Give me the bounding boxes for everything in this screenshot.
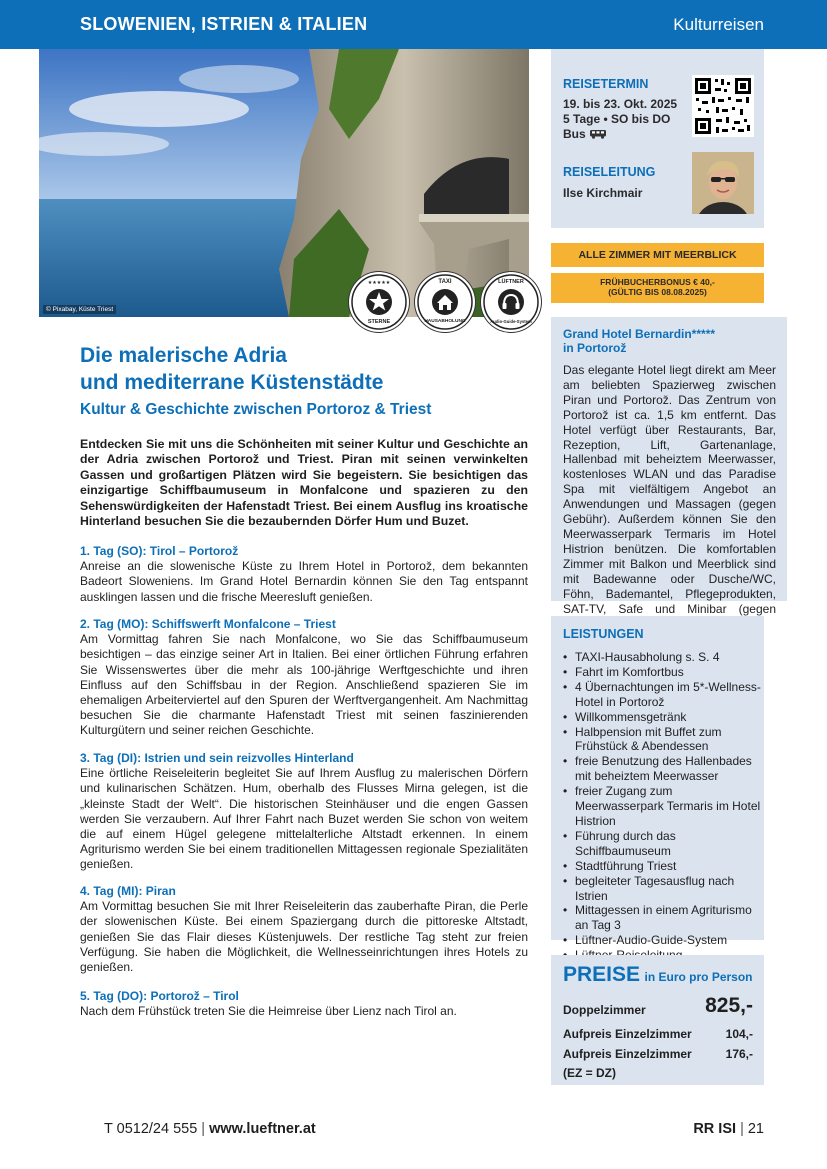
list-item: • freier Zugang zum Meerwasserpark Termaris im Hotel Histrion (563, 784, 763, 829)
leader-name: Ilse Kirchmair (563, 186, 643, 200)
day-title: 3. Tag (DI): Istrien und sein reizvolles Hinterland (80, 751, 354, 765)
catalog-code: RR ISI (693, 1121, 737, 1137)
list-item: • Fahrt im Komfortbus (563, 665, 763, 680)
rooms-banner: ALLE ZIMMER MIT MEERBLICK (551, 243, 764, 267)
pickup-label: HAUSABHOLUNG (424, 319, 466, 324)
day-text: Am Vormittag besuchen Sie mit Ihrer Reiseleiterin das zauberhafte Piran, die Perle der slowenischen Küste. Bei einem Spaziergang durch die pittoreske Altstadt, genießen Sie das Flair dieses Küstenjuwels. Der restliche Tag steht zur freien Verfügung. Sie haben die Möglichkeit, die Wellnesseinrichtungen ihres Hotels zu genießen. (80, 899, 528, 975)
trip-info-box (551, 49, 764, 228)
list-item: • Willkommensgetränk (563, 710, 763, 725)
svg-text:★★★★★: ★★★★★ (367, 280, 391, 286)
photo-credit: © Pixabay, Küste Triest (43, 305, 116, 314)
services-box (551, 616, 764, 948)
intro-text: Entdecken Sie mit uns die Schönheiten mit seiner Kultur und Geschichte an der Adria zwischen Portorož und Triest. Piran mit seinen verwinkelten Gassen und großartigen Plätzen wird Sie begeistern. Sie besichtigen das einzigartige Schiffbaumuseum in Monfalcone und spazieren zu den Sehenswürdigkeiten der Hafenstadt Triest. Bei einem Ausflug ins kroatische Hinterland besuchen Sie die bezaubernden Dörfer Hum und Buzet. (80, 437, 528, 529)
bus-icon (589, 129, 607, 139)
price-row-single-as-double (563, 1047, 753, 1061)
footer-website-link[interactable]: www.lueftner.at (209, 1121, 316, 1137)
day-5 (80, 989, 528, 1019)
price-label: Aufpreis Einzelzimmer (563, 1047, 692, 1061)
day-2 (80, 617, 528, 739)
price-row-double (563, 994, 753, 1017)
bonus-line-2: (GÜLTIG BIS 08.08.2025) (608, 287, 707, 297)
transport-label: Bus (563, 127, 586, 141)
price-row-single (563, 1027, 753, 1041)
day-title: 4. Tag (MI): Piran (80, 884, 176, 898)
day-title: 2. Tag (MO): Schiffswerft Monfalcone – Triest (80, 617, 336, 631)
prices-heading: PREISE (563, 963, 641, 986)
day-title: 5. Tag (DO): Portorož – Tirol (80, 989, 239, 1003)
list-item: • 4 Übernachtungen im 5*-Wellness-Hotel in Portorož (563, 680, 763, 710)
day-text: Anreise an die slowenische Küste zu Ihrem Hotel in Portorož, dem bekannten Badeort Sloweniens. Im Grand Hotel Bernardin können Sie den Tag entspannt ausklingen lassen und die frische Meeresluft genießen. (80, 559, 528, 604)
bonus-banner (551, 273, 764, 303)
price-note: (EZ = DZ) (563, 1066, 616, 1080)
taxi-label: TAXI (438, 279, 452, 285)
price-value: 104,- (725, 1027, 753, 1041)
trip-dates: 19. bis 23. Okt. 2025 (563, 97, 678, 111)
day-3 (80, 751, 528, 873)
day-4 (80, 884, 528, 975)
audio-guide-label: Audio-Guide-System (490, 319, 532, 324)
stars-label: STERNE (367, 319, 391, 325)
hotel-name (563, 327, 715, 355)
region-title: SLOWENIEN, ISTRIEN & ITALIEN (80, 14, 368, 34)
day-text: Am Vormittag fahren Sie nach Monfalcone, wo Sie das Schiffbaumuseum besichtigen – das einzige seiner Art in Italien. Bei einer örtlichen Führung erfahren Sie Wissenswertes über die mehr als 100-jährige Werftgeschichte und ihren Einfluss auf den Schiffsbau in der Region. Anschließend spazieren Sie im ehemaligen Arbeiterviertel auf den Spuren der Werftvergangenheit. Am Nachmittag besuchen Sie die charmante Hafenstadt Triest mit seinen faszinierenden Kulturgütern und seiner reichen Geschichte. (80, 632, 528, 738)
price-label: Doppelzimmer (563, 1003, 646, 1017)
footer-phone: T 0512/24 555 (104, 1121, 198, 1137)
day-1 (80, 544, 528, 605)
subtitle: Kultur & Geschichte zwischen Portoroz & Triest (80, 401, 432, 418)
list-item: • Lüftner-Audio-Guide-System (563, 933, 763, 948)
day-text: Eine örtliche Reiseleiterin begleitet Sie auf Ihrem Ausflug zu malerischen Dörfern und kulinarischen Schätzen. Hum, oberhalb des Flusses Mirna gelegen, ist die „kleinste Stadt der Welt“. Die historischen Steinhäuser und die engen Gassen werden Sie verzaubern. Auf Ihrer Fahrt nach Buzet werden Sie schon von weitem die auf einem Hügel gelegene mittelalterliche Altstadt erkennen. In einem Agriturismo werden Sie bei einem traditionellen Mittagessen regionale Spezialitäten genießen. (80, 766, 528, 872)
services-list (563, 650, 763, 963)
day-title: 1. Tag (SO): Tirol – Portorož (80, 544, 239, 558)
page-header (0, 0, 827, 49)
prices-heading-row (563, 963, 753, 987)
termin-heading: REISETERMIN (563, 77, 649, 91)
page-number: 21 (747, 1121, 764, 1137)
list-item: • Führung durch das Schiffbaumuseum (563, 829, 763, 859)
main-title (80, 342, 520, 396)
leader-avatar (692, 152, 754, 214)
termin-details (563, 97, 677, 142)
list-item: • Stadtführung Triest (563, 859, 763, 874)
title-line-2: und mediterrane Küstenstädte (80, 371, 384, 394)
day-text: Nach dem Frühstück treten Sie die Heimreise über Lienz nach Tirol an. (80, 1004, 457, 1019)
hotel-name-line-1: Grand Hotel Bernardin***** (563, 327, 716, 341)
footer-page: RR ISI | 21 (693, 1121, 764, 1137)
prices-unit: in Euro pro Person (644, 970, 753, 984)
list-item: • begleiteter Tagesausflug nach Istrien (563, 874, 763, 904)
hotel-description: Das elegante Hotel liegt direkt am Meer am beliebten Spazierweg zwischen Piran und Portorož. Das Zentrum von Portorož ist ca. 1,5 km entfernt. Das Hotel verfügt über Restaurants, Bar, Rezeption, Lift, Gartenanlage, Hallenbad mit beheiztem Meerwasser, kostenloses WLAN und das Paradise Spa mit vielfältigem Angebot an Anwendungen und Massagen (gegen Gebühr). Außerdem können Sie den Meerwasserpark Termaris im Hotel Histrion benützen. Die komfortablen Zimmer mit Balkon und Meerblick sind mit Badewanne oder Dusche/WC, Föhn, Bademantel, Pflegeprodukten, SAT-TV, Safe und Minibar (gegen (563, 363, 776, 616)
prices-box (551, 955, 764, 1085)
services-heading: LEISTUNGEN (563, 627, 644, 641)
trip-duration: 5 Tage • SO bis DO (563, 112, 671, 126)
list-item: • freie Benutzung des Hallenbades mit beheiztem Meerwasser (563, 754, 763, 784)
trip-transport (563, 127, 677, 142)
list-item: • Halbpension mit Buffet zum Frühstück & Abendessen (563, 725, 763, 755)
leitung-heading: REISELEITUNG (563, 165, 656, 179)
bonus-line-1: FRÜHBUCHERBONUS € 40,- (600, 277, 715, 287)
hotel-box (551, 317, 787, 616)
qr-code-icon (692, 75, 754, 137)
list-item: • TAXI-Hausabholung s. S. 4 (563, 650, 763, 665)
hotel-name-line-2: in Portorož (563, 341, 627, 355)
footer-contact: T 0512/24 555 | www.lueftner.at (104, 1121, 316, 1137)
stars-badge (349, 272, 409, 332)
category-label: Kulturreisen (673, 15, 764, 34)
price-value: 176,- (725, 1047, 753, 1061)
price-label: Aufpreis Einzelzimmer (563, 1027, 692, 1041)
taxi-badge (415, 272, 475, 332)
audio-guide-badge (481, 272, 541, 332)
lueftner-label: LÜFTNER (498, 279, 524, 285)
list-item: • Mittagessen in einem Agriturismo an Tag 3 (563, 903, 763, 933)
title-line-1: Die malerische Adria (80, 344, 287, 367)
price-value: 825,- (705, 994, 753, 1017)
